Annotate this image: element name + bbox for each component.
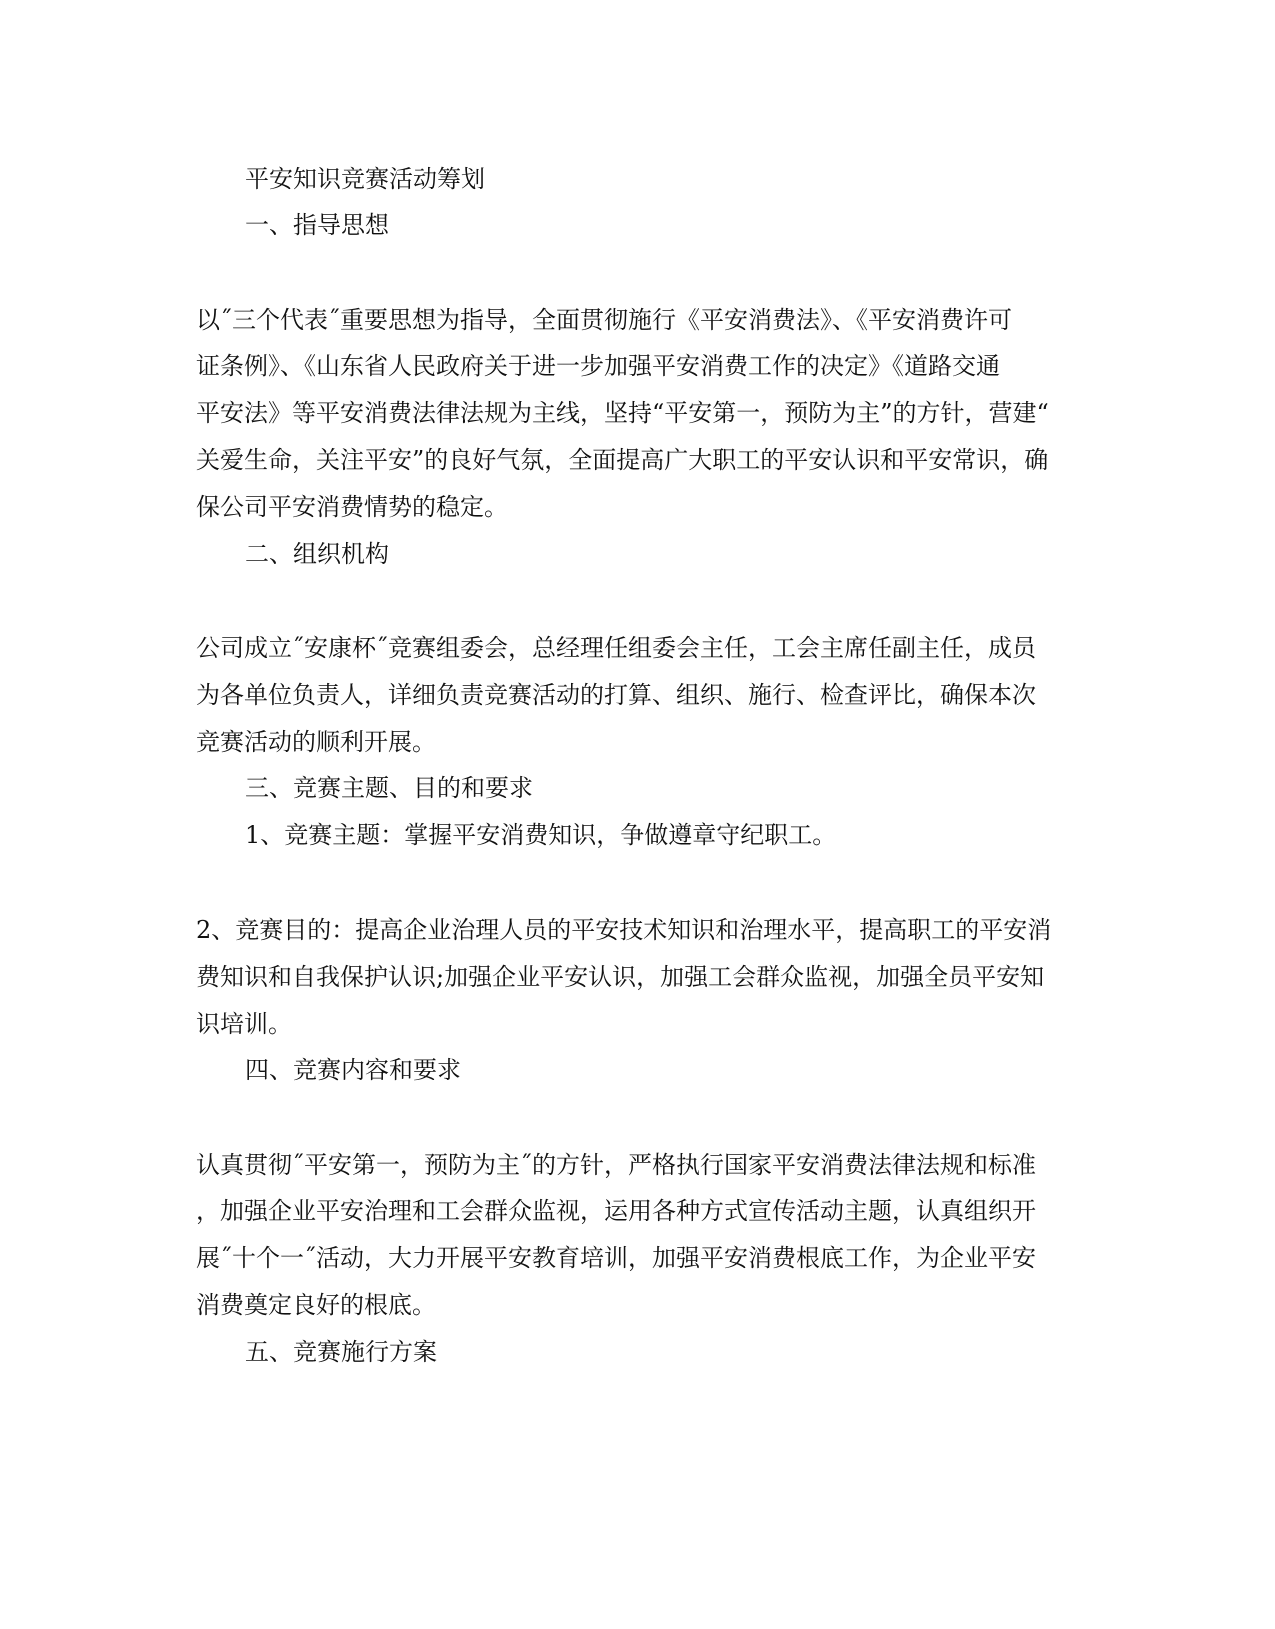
paragraph-line: 认真贯彻˝平安第一，预防为主˝的方针，严格执行国家平安消费法律法规和标准 (196, 1151, 1036, 1179)
section-heading-guiding-thought: 一、指导思想 (245, 211, 389, 239)
paragraph-line: 证条例》、《山东省人民政府关于进一步加强平安消费工作的决定》《道路交通 (196, 352, 1000, 380)
paragraph-line: 保公司平安消费情势的稳定。 (196, 493, 508, 521)
document-title: 平安知识竞赛活动筹划 (245, 165, 485, 193)
paragraph-line: 费知识和自我保护认识;加强企业平安认识，加强工会群众监视，加强全员平安知 (196, 963, 1045, 991)
paragraph-line: 2、竞赛目的：提高企业治理人员的平安技术知识和治理水平，提高职工的平安消 (196, 916, 1052, 944)
paragraph-line: 为各单位负责人，详细负责竞赛活动的打算、组织、施行、检查评比，确保本次 (196, 681, 1036, 709)
paragraph-line: 平安法》等平安消费法律法规为主线，坚持“平安第一，预防为主”的方针，营建“ (196, 399, 1049, 427)
paragraph-line: 展˝十个一˝活动，大力开展平安教育培训，加强平安消费根底工作，为企业平安 (196, 1244, 1036, 1272)
paragraph-line: 识培训。 (196, 1010, 292, 1038)
paragraph-line: 公司成立˝安康杯˝竞赛组委会，总经理任组委会主任，工会主席任副主任，成员 (196, 634, 1036, 662)
section-heading-content: 四、竞赛内容和要求 (245, 1056, 461, 1084)
list-item-theme: 1、竞赛主题：掌握平安消费知识，争做遵章守纪职工。 (245, 821, 837, 849)
section-heading-theme: 三、竞赛主题、目的和要求 (245, 774, 533, 802)
paragraph-line: 竞赛活动的顺利开展。 (196, 728, 436, 756)
paragraph-line: ，加强企业平安治理和工会群众监视，运用各种方式宣传活动主题，认真组织开 (196, 1197, 1036, 1225)
paragraph-line: 消费奠定良好的根底。 (196, 1291, 436, 1319)
section-heading-plan: 五、竞赛施行方案 (245, 1338, 437, 1366)
section-heading-organization: 二、组织机构 (245, 540, 389, 568)
paragraph-line: 以˝三个代表˝重要思想为指导，全面贯彻施行《平安消费法》、《平安消费许可 (196, 306, 1012, 334)
paragraph-line: 关爱生命，关注平安”的良好气氛，全面提高广大职工的平安认识和平安常识，确 (196, 446, 1049, 474)
